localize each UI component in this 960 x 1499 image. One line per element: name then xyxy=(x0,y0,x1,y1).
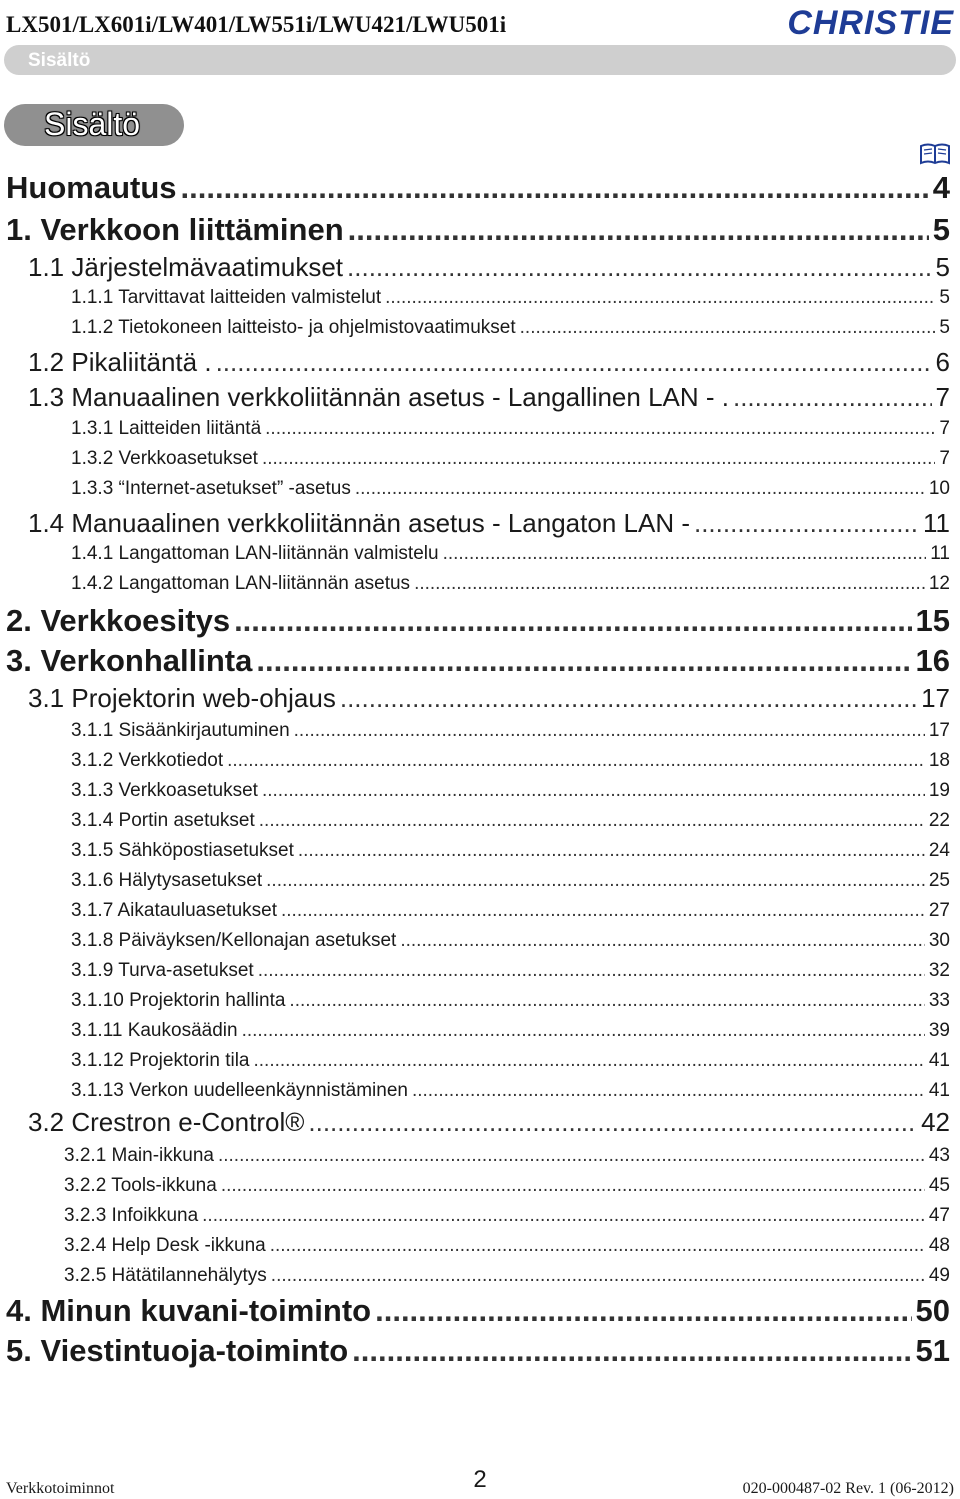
toc-entry-title: 3.1.2 Verkkotiedot xyxy=(71,750,224,771)
toc-leader-dots xyxy=(271,1265,925,1287)
toc-leader-dots xyxy=(256,643,911,679)
toc-leader-dots xyxy=(375,1293,911,1329)
toc-entry-page: 4 xyxy=(932,170,950,205)
toc-entry-title: 3.1.13 Verkon uudelleenkäynnistäminen xyxy=(71,1080,408,1101)
toc-leader-dots xyxy=(347,252,932,283)
toc-entry[interactable] xyxy=(71,448,950,470)
toc-entry-title: 4. Minun kuvani-toiminto xyxy=(6,1293,372,1328)
toc-entry-page: 42 xyxy=(921,1107,950,1137)
toc-leader-dots xyxy=(694,508,919,539)
toc-entry-page: 49 xyxy=(928,1265,950,1286)
toc-entry-page: 50 xyxy=(915,1293,950,1328)
toc-entry-page: 39 xyxy=(928,1020,950,1041)
toc-entry-page: 7 xyxy=(939,418,950,439)
toc-entry-title: 1.3.3 “Internet-asetukset” -asetus xyxy=(71,478,351,499)
toc-entry-page: 7 xyxy=(935,382,950,412)
toc-entry-page: 41 xyxy=(928,1080,950,1101)
toc-entry-page: 5 xyxy=(939,317,950,338)
toc-entry-title: 3.1.7 Aikatauluasetukset xyxy=(71,900,277,921)
toc-entry[interactable] xyxy=(64,1145,950,1167)
toc-entry-page: 33 xyxy=(928,990,950,1011)
toc-entry[interactable] xyxy=(6,603,950,639)
toc-entry[interactable] xyxy=(71,317,950,339)
christie-logo: CHRISTIE xyxy=(787,4,954,42)
toc-leader-dots xyxy=(181,170,929,206)
toc-entry-title: 3. Verkonhallinta xyxy=(6,643,253,678)
toc-entry[interactable] xyxy=(71,900,950,922)
toc-leader-dots xyxy=(242,1020,925,1042)
toc-entry[interactable] xyxy=(28,252,950,283)
toc-leader-dots xyxy=(270,1235,925,1257)
toc-leader-dots xyxy=(340,683,917,714)
toc-leader-dots xyxy=(262,448,935,470)
toc-entry-title: 3.1.11 Kaukosäädin xyxy=(71,1020,238,1041)
toc-entry[interactable] xyxy=(6,1333,950,1369)
toc-entry-page: 5 xyxy=(935,252,950,282)
toc-entry-title: 1.1 Järjestelmävaatimukset xyxy=(28,252,344,282)
toc-leader-dots xyxy=(289,990,924,1012)
toc-leader-dots xyxy=(258,960,925,982)
toc-entry-title: 5. Viestintuoja-toiminto xyxy=(6,1333,349,1368)
toc-entry-page: 15 xyxy=(915,603,950,638)
toc-entry-page: 16 xyxy=(915,643,950,678)
toc-entry-title: 1.4.1 Langattoman LAN-liitännän valmistelu xyxy=(71,543,439,564)
toc-leader-dots xyxy=(266,870,925,892)
toc-entry[interactable] xyxy=(28,683,950,714)
table-of-contents xyxy=(6,0,950,1400)
toc-entry-title: 3.1.3 Verkkoasetukset xyxy=(71,780,258,801)
toc-entry-title: 3.1.12 Projektorin tila xyxy=(71,1050,250,1071)
toc-entry-title: 3.2.5 Hätätilannehälytys xyxy=(64,1265,267,1286)
toc-leader-dots xyxy=(400,930,925,952)
toc-entry-page: 17 xyxy=(928,720,950,741)
toc-leader-dots xyxy=(352,1333,911,1369)
document-model-title: LX501/LX601i/LW401/LW551i/LWU421/LWU501i xyxy=(6,12,507,37)
footer-section-name: Verkkotoiminnot xyxy=(6,1480,115,1497)
toc-entry-title: 3.1.1 Sisäänkirjautuminen xyxy=(71,720,290,741)
toc-entry-title: 3.2.3 Infoikkuna xyxy=(64,1205,199,1226)
toc-entry-page: 11 xyxy=(930,543,950,564)
toc-leader-dots xyxy=(265,418,935,440)
toc-entry[interactable] xyxy=(71,960,950,982)
toc-leader-dots xyxy=(412,1080,925,1102)
toc-entry[interactable] xyxy=(71,990,950,1012)
toc-entry[interactable] xyxy=(6,1293,950,1329)
toc-leader-dots xyxy=(733,382,932,413)
toc-entry-page: 19 xyxy=(928,780,950,801)
toc-entry-title: 1.3.1 Laitteiden liitäntä xyxy=(71,418,262,439)
toc-entry-page: 43 xyxy=(928,1145,950,1166)
toc-entry[interactable] xyxy=(71,287,950,309)
toc-entry[interactable] xyxy=(71,840,950,862)
toc-entry-title: 1.1.2 Tietokoneen laitteisto- ja ohjelmistovaatimukset xyxy=(71,317,516,338)
toc-entry-page: 7 xyxy=(939,448,950,469)
toc-entry[interactable] xyxy=(71,573,950,595)
toc-entry-page: 12 xyxy=(928,573,950,594)
toc-entry[interactable] xyxy=(71,750,950,772)
toc-entry-page: 41 xyxy=(928,1050,950,1071)
toc-entry-title: 3.2 Crestron e-Control® xyxy=(28,1107,305,1137)
toc-leader-dots xyxy=(218,1145,925,1167)
toc-entry[interactable] xyxy=(71,543,950,565)
toc-entry-title: 3.2.1 Main-ikkuna xyxy=(64,1145,214,1166)
toc-entry[interactable] xyxy=(28,382,950,413)
toc-entry-title: 1.2 Pikaliitäntä . xyxy=(28,347,212,377)
toc-entry[interactable] xyxy=(28,508,950,539)
toc-entry[interactable] xyxy=(28,1107,950,1138)
toc-leader-dots xyxy=(443,543,927,565)
toc-entry[interactable] xyxy=(28,347,950,378)
toc-entry[interactable] xyxy=(71,1020,950,1042)
toc-entry-title: 1. Verkkoon liittäminen xyxy=(6,212,344,247)
toc-entry-title: 3.1.10 Projektorin hallinta xyxy=(71,990,286,1011)
contents-heading-label: Sisältö xyxy=(44,106,141,142)
toc-entry[interactable] xyxy=(71,870,950,892)
toc-entry-title: 1.3 Manuaalinen verkkoliitännän asetus - Langallinen LAN - . xyxy=(28,382,729,412)
toc-entry-page: 30 xyxy=(928,930,950,951)
toc-entry[interactable] xyxy=(71,1050,950,1072)
toc-entry-page: 45 xyxy=(928,1175,950,1196)
toc-entry-title: 1.1.1 Tarvittavat laitteiden valmistelut xyxy=(71,287,382,308)
toc-entry-page: 18 xyxy=(928,750,950,771)
toc-entry[interactable] xyxy=(64,1175,950,1197)
toc-entry-page: 17 xyxy=(921,683,950,713)
toc-entry[interactable] xyxy=(64,1265,950,1287)
toc-entry-page: 27 xyxy=(928,900,950,921)
toc-entry-title: 3.2.2 Tools-ikkuna xyxy=(64,1175,217,1196)
toc-entry[interactable] xyxy=(6,643,950,679)
toc-entry-page: 32 xyxy=(928,960,950,981)
toc-entry-page: 48 xyxy=(928,1235,950,1256)
toc-entry[interactable] xyxy=(6,170,950,206)
toc-leader-dots xyxy=(254,1050,925,1072)
toc-entry-title: 3.1.9 Turva-asetukset xyxy=(71,960,254,981)
toc-entry-page: 6 xyxy=(935,347,950,377)
toc-entry-page: 24 xyxy=(928,840,950,861)
toc-leader-dots xyxy=(348,212,929,248)
toc-leader-dots xyxy=(227,750,925,772)
toc-entry-page: 25 xyxy=(928,870,950,891)
toc-entry-title: 1.4.2 Langattoman LAN-liitännän asetus xyxy=(71,573,411,594)
section-header-label: Sisältö xyxy=(28,50,91,71)
toc-leader-dots xyxy=(414,573,925,595)
toc-entry[interactable] xyxy=(64,1205,950,1227)
toc-leader-dots xyxy=(385,287,935,309)
toc-leader-dots xyxy=(216,347,932,378)
toc-entry-page: 47 xyxy=(928,1205,950,1226)
toc-entry-page: 5 xyxy=(932,212,950,247)
toc-entry-page: 22 xyxy=(928,810,950,831)
footer-document-revision: 020-000487-02 Rev. 1 (06-2012) xyxy=(742,1480,954,1497)
toc-leader-dots xyxy=(259,810,925,832)
toc-entry-page: 51 xyxy=(915,1333,950,1368)
toc-leader-dots xyxy=(281,900,925,922)
toc-entry-page: 5 xyxy=(939,287,950,308)
toc-entry[interactable] xyxy=(71,1080,950,1102)
toc-entry-title: 3.1.5 Sähköpostiasetukset xyxy=(71,840,294,861)
toc-entry-title: 3.1 Projektorin web-ohjaus xyxy=(28,683,336,713)
toc-leader-dots xyxy=(262,780,925,802)
toc-entry-title: 3.2.4 Help Desk -ikkuna xyxy=(64,1235,266,1256)
toc-leader-dots xyxy=(298,840,925,862)
toc-entry-title: Huomautus xyxy=(6,170,177,205)
toc-entry-page: 11 xyxy=(923,508,950,538)
toc-entry[interactable] xyxy=(6,212,950,248)
footer-page-number: 2 xyxy=(473,1466,487,1493)
toc-leader-dots xyxy=(520,317,936,339)
toc-leader-dots xyxy=(221,1175,925,1197)
toc-entry-title: 3.1.6 Hälytysasetukset xyxy=(71,870,263,891)
toc-entry-title: 3.1.4 Portin asetukset xyxy=(71,810,255,831)
toc-entry[interactable] xyxy=(71,418,950,440)
toc-entry[interactable] xyxy=(71,780,950,802)
toc-entry-title: 1.4 Manuaalinen verkkoliitännän asetus - Langaton LAN - xyxy=(28,508,690,538)
toc-entry-page: 10 xyxy=(928,478,950,499)
toc-entry[interactable] xyxy=(71,478,950,500)
toc-entry[interactable] xyxy=(64,1235,950,1257)
toc-leader-dots xyxy=(234,603,911,639)
toc-leader-dots xyxy=(294,720,925,742)
toc-leader-dots xyxy=(202,1205,925,1227)
toc-entry[interactable] xyxy=(71,720,950,742)
toc-entry-title: 1.3.2 Verkkoasetukset xyxy=(71,448,258,469)
toc-entry[interactable] xyxy=(71,930,950,952)
toc-entry-title: 3.1.8 Päiväyksen/Kellonajan asetukset xyxy=(71,930,397,951)
toc-leader-dots xyxy=(355,478,925,500)
toc-entry[interactable] xyxy=(71,810,950,832)
toc-leader-dots xyxy=(308,1107,917,1138)
toc-entry-title: 2. Verkkoesitys xyxy=(6,603,231,638)
